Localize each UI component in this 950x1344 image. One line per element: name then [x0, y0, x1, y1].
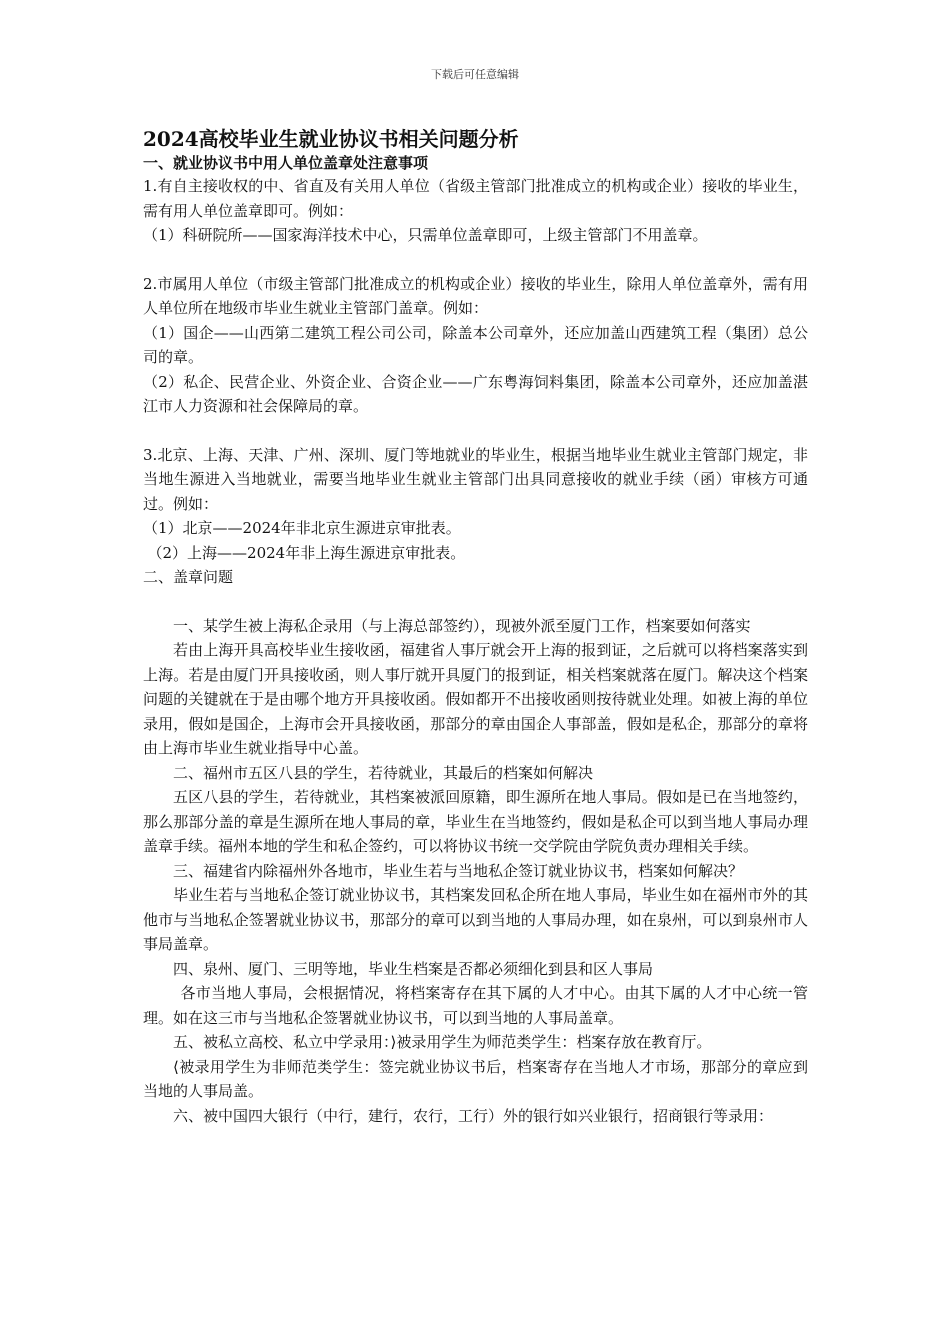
spacer: [143, 419, 808, 443]
spacer: [143, 248, 808, 272]
answer-2: 五区八县的学生，若待就业，其档案被派回原籍，即生源所在地人事局。假如是已在当地签约，那么那部分盖的章是生源所在地人事局的章，毕业生在当地签约，假如是私企可以到当地人事局办理盖章手续。福州本地的学生和私企签约，可以将协议书统一交学院由学院负责办理相关手续。: [143, 788, 808, 855]
header-note: 下载后可任意编辑: [431, 68, 519, 81]
answer-3: 毕业生若与当地私企签订就业协议书，其档案发回私企所在地人事局，毕业生如在福州市外的其他市与当地私企签署就业协议书，那部分的章可以到当地的人事局办理，如在泉州，可以到泉州市人事局盖章。: [143, 886, 808, 953]
section-1-heading: 一、就业协议书中用人单位盖章处注意事项: [143, 154, 429, 172]
section-1-example-1-1: （1）科研院所——国家海洋技术中心，只需单位盖章即可，上级主管部门不用盖章。: [143, 226, 708, 244]
spacer: [143, 590, 808, 614]
section-1-example-3-1: （1）北京——2024年非北京生源进京审批表。: [143, 519, 461, 537]
question-1: 一、某学生被上海私企录用（与上海总部签约），现被外派至厦门工作，档案要如何落实: [173, 616, 751, 635]
question-5: 五、被私立高校、私立中学录用：⟩被录用学生为师范类学生：档案存放在教育厅。: [173, 1033, 712, 1051]
section-2-heading: 二、盖章问题: [143, 568, 234, 586]
section-1-paragraph-3: 3.北京、上海、天津、广州、深圳、厦门等地就业的毕业生，根据当地毕业生就业主管部门规定，非当地生源进入当地就业，需要当地毕业生就业主管部门出具同意接收的就业手续（函）审核方可通过。例如：: [143, 445, 808, 513]
section-1-paragraph-2: 2.市属用人单位（市级主管部门批准成立的机构或企业）接收的毕业生，除用人单位盖章外，需有用人单位所在地级市毕业生就业主管部门盖章。例如：: [143, 274, 808, 317]
section-1-example-2-2: （2）私企、民营企业、外资企业、合资企业——广东粤海饲料集团，除盖本公司章外，还应加盖湛江市人力资源和社会保障局的章。: [143, 372, 808, 415]
answer-4: 各市当地人事局，会根据情况，将档案寄存在其下属的人才中心。由其下属的人才中心统一管理。如在这三市与当地私企签署就业协议书，可以到当地的人事局盖章。: [143, 984, 808, 1027]
document-title: 2024高校毕业生就业协议书相关问题分析: [143, 127, 519, 151]
question-2: 二、福州市五区八县的学生，若待就业，其最后的档案如何解决: [173, 763, 594, 782]
section-1-example-3-2: （2）上海——2024年非上海生源进京审批表。: [147, 543, 466, 562]
answer-1: 若由上海开具高校毕业生接收函，福建省人事厅就会开上海的报到证，之后就可以将档案落实到上海。若是由厦门开具接收函，则人事厅就开具厦门的报到证，相关档案就落在厦门。解决这个档案问题的关键就在于是由哪个地方开具接收函。假如都开不出接收函则按待就业处理。如被上海的单位录用，假如是国企，上海市会开具接收函，那部分的章由国企人事部盖，假如是私企，那部分的章将由上海市毕业生就业指导中心盖。: [143, 641, 808, 757]
question-4: 四、泉州、厦门、三明等地，毕业生档案是否都必须细化到县和区人事局: [173, 959, 654, 978]
section-1-example-2-1: （1）国企——山西第二建筑工程公司公司，除盖本公司章外，还应加盖山西建筑工程（集团）总公司的章。: [143, 323, 808, 366]
section-1-paragraph-1: 1.有自主接收权的中、省直及有关用人单位（省级主管部门批准成立的机构或企业）接收的毕业生，需有用人单位盖章即可。例如：: [143, 177, 808, 220]
question-3: 三、福建省内除福州外各地市，毕业生若与当地私企签订就业协议书，档案如何解决？: [173, 861, 744, 880]
document-body: [143, 126, 808, 1128]
question-6: 六、被中国四大银行（中行，建行，农行，工行）外的银行如兴业银行，招商银行等录用：: [173, 1106, 774, 1125]
answer-5: ⟨被录用学生为非师范类学生：签完就业协议书后，档案寄存在当地人才市场，那部分的章应到当地的人事局盖。: [143, 1057, 808, 1100]
